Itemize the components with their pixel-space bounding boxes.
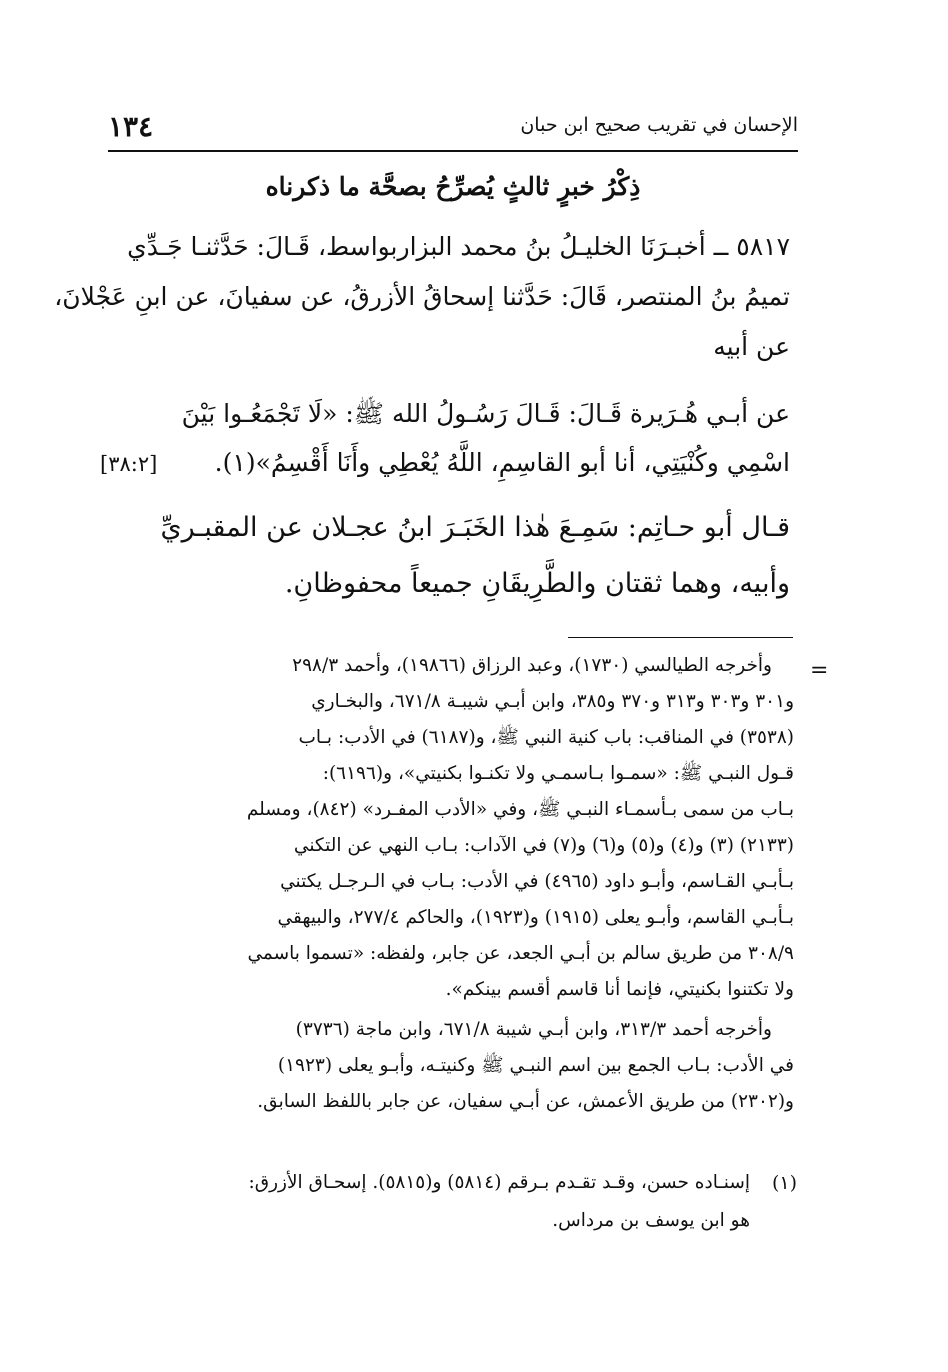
running-title: الإحسان في تقريب صحيح ابن حبان [520, 114, 798, 136]
footnote-line: (٣٥٣٨) في المناقب: باب كنية النبي ﷺ، و(٦١٨٧) في الأدب: بـاب [298, 727, 794, 748]
footnote-line: ٣٠٨/٩ من طريق سالم بن أبـي الجعد، عن جابر، ولفظه: «تسموا باسمي [247, 943, 794, 964]
hadith-line: اسْمِي وكُنْيَتِي، أنا أبو القاسِمِ، اللَّهُ يُعْطِي وأَنَا أَقْسِمُ»(١). [214, 448, 790, 477]
footnote-line: بـأبـي القـاسم، وأبـو داود (٤٩٦٥) في الأدب: بـاب في الـرجـل يكتني [280, 871, 794, 892]
comment-line: وأبيه، وهما ثقتان والطَّرِيقَانِ جميعاً محفوظانِ. [284, 568, 790, 599]
hadith-text [54, 232, 790, 362]
section-title: ذِكْرُ خبرٍ ثالثٍ يُصرِّحُ بصحَّة ما ذكرناه [265, 172, 641, 201]
footnote-line: وأخرجه الطيالسي (١٧٣٠)، وعبد الرزاق (١٩٨٦٦)، وأحمد ٢٩٨/٣ [292, 655, 772, 676]
footnote-line: (٢١٣٣) (٣) و(٤) و(٥) و(٦) و(٧) في الآداب: بـاب النهي عن التكني [293, 835, 794, 856]
footnote-1 [100, 1172, 750, 1252]
hadith-line: تميمُ بنُ المنتصر، قَالَ: حَدَّثنا إسحاقُ الأزرقُ، عن سفيانَ، عن ابنِ عَجْلانَ، [54, 282, 790, 311]
footnote-separator [568, 637, 793, 638]
footnote-line: وأخرجه أحمد ٣١٣/٣، وابن أبـي شيبة ٦٧١/٨، وابن ماجة (٣٧٣٦) [295, 1019, 772, 1040]
footnote-line: قـول النبـي ﷺ: «سمـوا بـاسمـي ولا تكنـوا بكنيتي»، و(٦١٩٦): [322, 763, 794, 784]
footnote-line: إسنـاده حسن، وقـد تقـدم بـرقم (٥٨١٤) و(٥٨١٥). إسحـاق الأزرق: [248, 1172, 750, 1193]
footnote-line: و٣٠١ و٣٠٣ و٣١٣ و٣٧٠ و٣٨٥، وابن أبـي شيبـة ٦٧١/٨، والبخـاري [311, 691, 794, 712]
footnotes [100, 655, 794, 1215]
footnote-line: بـأبـي القاسم، وأبـو يعلى (١٩١٥) و(١٩٢٣)، والحاكم ٢٧٧/٤، والبيهقي [277, 907, 794, 928]
footnote-line: بـاب من سمى بـأسمـاء النبـي ﷺ، وفي «الأدب المفـرد» (٨٤٢)، ومسلم [246, 799, 794, 820]
hadith-matn [100, 398, 790, 488]
comment-line: قـال أبو حـاتِم: سَمِـعَ هٰذا الخَبَـرَ ابنُ عجـلان عن المقبـريِّ [160, 512, 790, 543]
hadith-line: عن أبيه [713, 332, 790, 361]
footnote-line: في الأدب: بـاب الجمع بين اسم النبـي ﷺ وكنيتـه، وأبـو يعلى (١٩٢٣) [277, 1055, 794, 1076]
hadith-line: عن أبـي هُـرَيرة قَـالَ: قَـالَ رَسُـولُ الله ﷺ: «لَا تَجْمَعُـوا بَيْنَ [181, 399, 790, 428]
footnote-number: (١) [772, 1172, 798, 1194]
footnote-line: ولا تكتنوا بكنيتي، فإنما أنا قاسم أقسم بينكم». [445, 979, 794, 1000]
footnote-line: هو ابن يوسف بن مرداس. [552, 1210, 750, 1231]
abu-hatim-comment [100, 512, 790, 612]
footnote-line: و(٢٣٠٢) من طريق الأعمش، عن أبـي سفيان، عن جابر باللفظ السابق. [257, 1091, 794, 1112]
running-header [108, 110, 798, 152]
source-reference: [٣٨:٢] [100, 452, 158, 476]
page-number: ١٣٤ [108, 110, 154, 143]
continuation-mark: = [810, 658, 829, 683]
hadith-line: ٥٨١٧ ــ أخبـرَنَا الخليـلُ بنُ محمد البزاربواسط، قَـالَ: حَدَّثنـا جَـدِّي [127, 232, 790, 261]
